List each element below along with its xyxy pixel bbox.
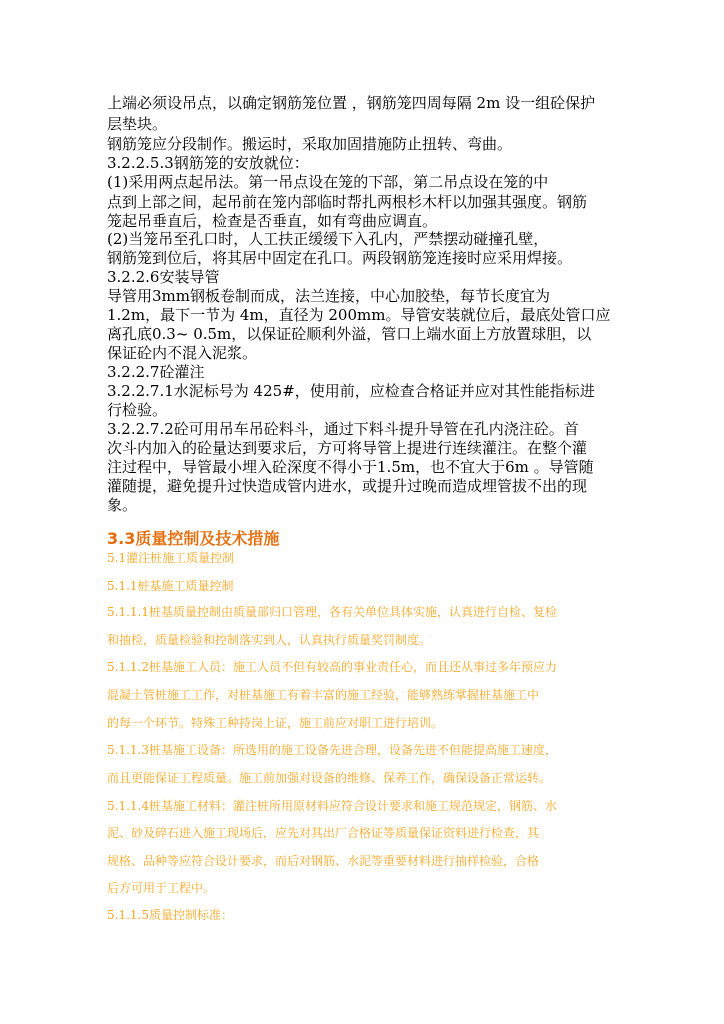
body-line: 3.2.2.7.2砼可用吊车吊砼料斗，通过下料斗提升导管在孔内浇注砼。首	[107, 420, 579, 438]
body-line: (2)当笼吊至孔口时，人工扶正缓缓下入孔内，严禁摆动碰撞孔壁，	[107, 230, 549, 248]
body-line: 点到上部之间，起吊前在笼内部临时帮扎两根杉木杆以加强其强度。钢筋	[107, 193, 588, 211]
body-line: 层垫块。	[107, 115, 168, 133]
faded-line: 5.1.1.2桩基施工人员：施工人员不但有较高的事业责任心，而且还从事过多年预应力	[107, 660, 557, 674]
body-line: 注过程中，导管最小埋入砼深度不得小于1.5m，也不宜大于6m 。导管随	[107, 458, 594, 476]
body-line: 灌随提，避免提升过快造成管内进水，或提升过晚而造成埋管拔不出的现	[107, 477, 588, 495]
faded-line: 而且更能保证工程质量。施工前加强对设备的维修、保养工作，确保设备正常运转。	[107, 771, 552, 785]
body-line: (1)采用两点起吊法。第一吊点设在笼的下部，第二吊点设在笼的中	[107, 173, 549, 191]
body-line: 3.2.2.7砼灌注	[107, 363, 205, 381]
body-line: 笼起吊垂直后，检查是否垂直，如有弯曲应调直。	[107, 212, 438, 230]
faded-line: 5.1.1.1桩基质量控制由质量部归口管理，各有关单位具体实施，认真进行自检、复检	[107, 605, 557, 619]
body-line: 3.2.2.6安装导管	[107, 268, 220, 286]
faded-line: 混凝土管桩施工工作，对桩基施工有着丰富的施工经验，能够熟练掌握桩基施工中	[107, 688, 540, 702]
body-line: 离孔底0.3~ 0.5m，以保证砼顺利外溢，管口上端水面上方放置球胆，以	[107, 325, 592, 343]
faded-line: 后方可用于工程中。	[107, 881, 216, 895]
section-heading: 3.3质量控制及技术措施	[107, 529, 280, 548]
body-line: 3.2.2.7.1水泥标号为 425#，使用前，应检查合格证并应对其性能指标进	[107, 382, 595, 400]
faded-line: 5.1.1.5质量控制标准：	[107, 908, 233, 922]
faded-line: 泥、砂及碎石进入施工现场后，应先对其出厂合格证等质量保证资料进行检查，其	[107, 826, 540, 840]
body-line: 次斗内加入的砼量达到要求后，方可将导管上提进行连续灌注。在整个灌	[107, 439, 588, 457]
body-line: 象。	[107, 496, 138, 514]
body-line: 钢筋笼应分段制作。搬运时，采取加固措施防止扭转、弯曲。	[107, 135, 513, 153]
faded-line: 5.1.1.4桩基施工材料：灌注桩所用原材料应符合设计要求和施工规范规定，钢筋、水	[107, 799, 557, 813]
body-line: 保证砼内不混入泥浆。	[107, 344, 258, 362]
body-line: 行检验。	[107, 401, 168, 419]
faded-line: 5.1灌注桩施工质量控制	[107, 551, 235, 565]
faded-line: 的每一个环节。特殊工种持岗上证，施工前应对职工进行培训。	[107, 716, 444, 730]
body-line: 3.2.2.5.3钢筋笼的安放就位：	[107, 154, 309, 172]
faded-line: 5.1.1桩基施工质量控制	[107, 579, 234, 593]
body-line: 导管用3mm钢板卷制而成，法兰连接，中心加胶垫，每节长度宜为	[107, 287, 550, 305]
faded-line: 和抽检，质量检验和控制落实到人，认真执行质量奖罚制度。	[107, 633, 432, 647]
body-line: 钢筋笼到位后，将其居中固定在孔口。两段钢筋笼连接时应采用焊接。	[107, 249, 573, 267]
faded-line: 5.1.1.3桩基施工设备：所选用的施工设备先进合理，设备先进不但能提高施工速度，	[107, 743, 557, 757]
body-line: 1.2m，最下一节为 4m，直径为 200mm。导管安装就位后，最底处管口应	[107, 306, 611, 324]
body-line: 上端必须设吊点，以确定钢筋笼位置 ，钢筋笼四周每隔 2m 设一组砼保护	[107, 94, 596, 112]
faded-line: 规格、品种等应符合设计要求，而后对钢筋、水泥等重要材料进行抽样检验，合格	[107, 854, 540, 868]
